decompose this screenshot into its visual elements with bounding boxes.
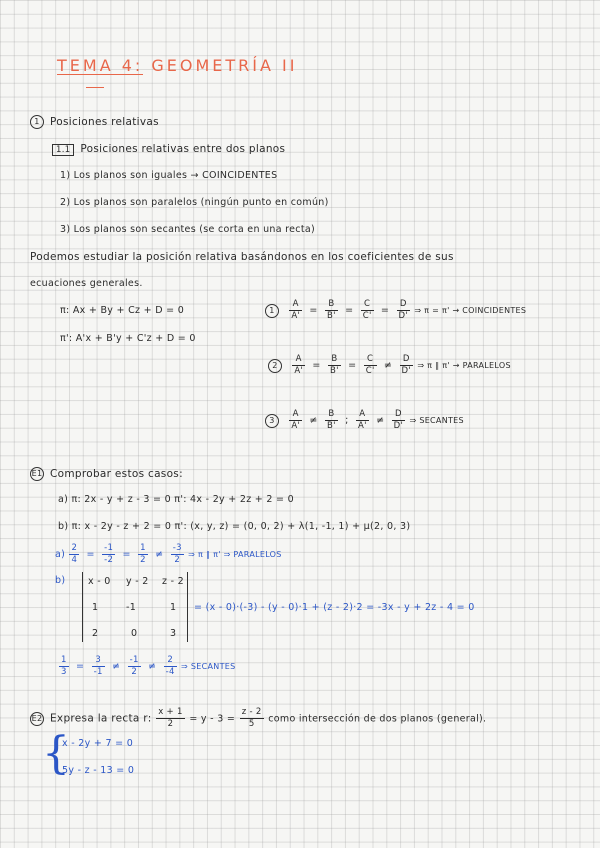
fraction: $\frac{A}{A'}$ [291, 409, 301, 431]
intro-line: Podemos estudiar la posición relativa basándonos en los coeficientes de sus [30, 251, 454, 263]
statement-part: Expresa la recta r: [50, 712, 152, 725]
section1-heading [30, 115, 159, 129]
solution-a: a) $\frac{2}{4}$ = $\frac{-1}{-2}$ = $\frac{1}{2}$ ≠ $\frac{-3}{2}$ ⇒ π ∥ π' ⇒ PARALELOS [55, 543, 282, 565]
fraction: $\frac{B}{B'}$ [327, 299, 336, 321]
section1-heading-text: Posiciones relativas [50, 116, 159, 128]
fraction: $\frac{3}{-1}$ [93, 655, 103, 677]
matrix-cell: z - 2 [162, 576, 184, 587]
fraction: $\frac{-1}{2}$ [129, 655, 139, 677]
intro-line: ecuaciones generales. [30, 278, 143, 289]
condition-number: 1 [265, 304, 279, 318]
fraction: $\frac{B}{B'}$ [327, 409, 336, 431]
fraction: $\frac{1}{2}$ [140, 543, 146, 565]
solution-result: ⇒ π ∥ π' ⇒ PARALELOS [188, 550, 282, 559]
section-number-badge: 1 [30, 115, 44, 129]
page-title: TEMA 4: GEOMETRÍA II [57, 56, 298, 75]
exercise1-part-b: b) π: x - 2y - z + 2 = 0 π': (x, y, z) = (0, 0, 2) + λ(1, -1, 1) + μ(2, 0, 3) [58, 521, 411, 532]
fraction: $\frac{-3}{2}$ [172, 543, 182, 565]
condition-2: 2 $\frac{A}{A'}$ = $\frac{B}{B'}$ = $\frac{C}{C'}$ ≠ $\frac{D}{D'}$ ⇒ π ∥ π' → PARALELOS [268, 354, 511, 377]
matrix-cell: 2 [92, 628, 99, 639]
subsection-label: Posiciones relativas entre dos planos [80, 143, 286, 155]
matrix-cell: 0 [131, 628, 138, 639]
fraction: $\frac{A}{A'}$ [357, 409, 367, 431]
condition-result: ⇒ SECANTES [409, 416, 464, 425]
secantes-check: $\frac{1}{3}$ = $\frac{3}{-1}$ ≠ $\frac{-1}{2}$ ≠ $\frac{2}{-4}$ ⇒ SECANTES [61, 655, 236, 677]
case-item: 2) Los planos son paralelos (ningún punto en común) [60, 197, 329, 208]
plane2-equation: π': A'x + B'y + C'z + D = 0 [60, 333, 196, 344]
condition-1: 1 $\frac{A}{A'}$ = $\frac{B}{B'}$ = $\frac{C}{C'}$ = $\frac{D}{D'}$ ⇒ π = π' → COINCIDENTES [265, 299, 526, 322]
fraction: $\frac{-1}{-2}$ [104, 543, 114, 565]
matrix-cell: y - 2 [126, 576, 149, 587]
fraction: $\frac{x + 1}{2}$ [158, 707, 183, 729]
case-item: 3) Los planos son secantes (se corta en una recta) [60, 224, 315, 235]
matrix-bar-left [82, 572, 83, 642]
fraction: $\frac{B}{B'}$ [330, 354, 339, 376]
exercise1-heading [30, 467, 183, 481]
fraction: $\frac{C}{C'}$ [365, 354, 375, 376]
case-item: 1) Los planos son iguales → COINCIDENTES [60, 170, 278, 181]
title-underline [57, 74, 143, 75]
fraction: $\frac{D}{D'}$ [393, 409, 404, 431]
exercise-number-badge: E1 [30, 467, 44, 481]
exercise1-part-a: a) π: 2x - y + z - 3 = 0 π': 4x - 2y + 2z + 2 = 0 [58, 494, 294, 505]
matrix-cell: 3 [170, 628, 177, 639]
condition-number: 3 [265, 414, 279, 428]
solution-b-label: b) [55, 575, 66, 586]
matrix-cell: x - 0 [88, 576, 111, 587]
exercise1-heading-text: Comprobar estos casos: [50, 468, 183, 480]
matrix-cell: 1 [92, 602, 99, 613]
condition-number: 2 [268, 359, 282, 373]
title-underline-short [86, 87, 104, 88]
fraction: $\frac{z - 2}{5}$ [241, 707, 262, 729]
statement-part: = y - 3 = [189, 713, 236, 725]
determinant-expansion: = (x - 0)·(-3) - (y - 0)·1 + (z - 2)·2 = -3x - y + 2z - 4 = 0 [194, 602, 475, 613]
fraction: $\frac{D}{D'}$ [401, 354, 411, 376]
condition-result: ⇒ π ∥ π' → PARALELOS [417, 361, 511, 370]
condition-result: ⇒ π = π' → COINCIDENTES [414, 306, 527, 315]
condition-3: 3 $\frac{A}{A'}$ ≠ $\frac{B}{B'}$ ; $\frac{A}{A'}$ ≠ $\frac{D}{D'}$ ⇒ SECANTES [265, 409, 464, 432]
fraction: $\frac{1}{3}$ [61, 655, 67, 677]
statement-part: como intersección de dos planos (general). [268, 713, 487, 725]
exercise-number-badge: E2 [30, 712, 44, 726]
system-brace: { [42, 728, 70, 779]
system-equation: 5y - z - 13 = 0 [62, 765, 135, 776]
exercise2-statement [30, 707, 486, 730]
fraction: $\frac{D}{D'}$ [398, 299, 408, 321]
fraction: $\frac{2}{4}$ [71, 543, 78, 565]
subsection-heading [52, 143, 285, 156]
subsection-number-box: 1.1 [52, 144, 74, 156]
plane1-equation: π: Ax + By + Cz + D = 0 [60, 305, 185, 316]
matrix-cell: 1 [170, 602, 177, 613]
matrix-cell: -1 [126, 602, 137, 613]
fraction: $\frac{A}{A'}$ [294, 354, 304, 376]
matrix-bar-right [187, 572, 188, 642]
fraction: $\frac{C}{C'}$ [362, 299, 372, 321]
fraction: $\frac{2}{-4}$ [165, 655, 175, 677]
solution-label: a) [55, 549, 66, 560]
fraction: $\frac{A}{A'}$ [291, 299, 301, 321]
check-result: ⇒ SECANTES [181, 662, 236, 671]
system-equation: x - 2y + 7 = 0 [62, 738, 134, 749]
